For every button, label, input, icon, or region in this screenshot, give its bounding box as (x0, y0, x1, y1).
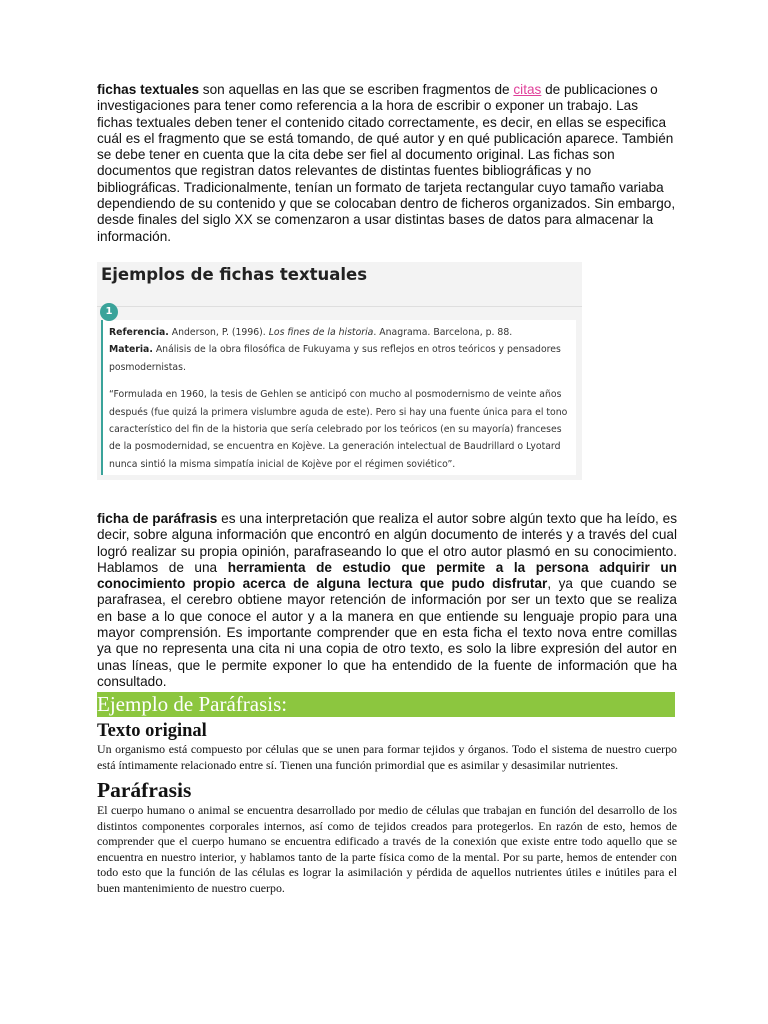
intro-text-2: de publicaciones o investigaciones para tener como referencia a la hora de escribir o exponer un trabajo. Las fichas textuales deben tener el contenido citado correctamente, es decir, en ellas se especifica cuál es el fragmento que se está tomando, de qué autor y en qué publicación aparece. También se debe tener en cuenta que la cita debe ser fiel al documento original. Las fichas son documentos que registran datos relevantes de distintas fuentes bibliográficas y no bibliográficas. Tradicionalmente, tenían un formato de tarjeta rectangular cuyo tamaño variaba dependiendo de su contenido y que se colocaban dentro de ficheros organizados. Sin embargo, desde finales del siglo XX se comenzaron a usar distintas bases de datos para almacenar la información. (97, 82, 676, 244)
reference-label: Referencia. (109, 326, 169, 338)
ficha-body (109, 324, 575, 473)
materia-text: Análisis de la obra filosófica de Fukuyama y sus reflejos en otros teóricos y pensadores posmodernistas. (109, 344, 561, 373)
ficha-quote: “Formulada en 1960, la tesis de Gehlen se anticipó con mucho al posmodernismo de veinte años después (fue quizá la primera vislumbre aguda de este). Pero si hay una fuente única para el tono característico del fin de la historia que sería celebrado por los teóricos (en su mayoría) franceses de la posmodernidad, se encuentra en Kojève. La generación intelectual de Baudrillard o Lyotard nunca sintió la misma simpatía inicial de Kojève por el régimen soviético”. (109, 389, 568, 470)
parafrasis-bold-text: herramienta de estudio que permite a la persona adquirir un conocimiento propio acerca de alguna lectura que pudo disfrutar (97, 559, 677, 592)
intro-text-1: son aquellas en las que se escriben fragmentos de (199, 82, 514, 97)
parafrasis-text-1: es una interpretación que realiza el autor sobre algún texto que ha leído, es decir, sobre alguna información que encontró en algún documento de interés y a través del cual logró realizar su propia opinión, parafraseando lo que el otro autor plasmó en su conocimiento. Hablamos de una (97, 510, 677, 575)
intro-term: fichas textuales (97, 82, 199, 97)
reference-text-2: . Anagrama. Barcelona, p. 88. (373, 326, 513, 338)
figure-divider (97, 306, 582, 307)
original-text-heading: Texto original (97, 721, 207, 742)
materia-label: Materia. (109, 344, 153, 356)
reference-book-title: Los fines de la historia (268, 326, 374, 338)
document-page (97, 82, 677, 896)
parafrasis-heading: Paráfrasis (97, 778, 192, 803)
parafrasis-term: ficha de paráfrasis (97, 510, 218, 526)
fichas-textuales-figure (97, 262, 582, 480)
parafrasis-text-2: , ya que cuando se parafrasea, el cerebro obtiene mayor retención de información por ser un texto que se realiza en base a lo que conoce el autor y a la manera en que entiende su lenguaje propio para una mayor comprensión. Es importante comprender que en esta ficha el texto nova entre comillas ya que no representa una cita ni una copia de otro texto, es solo la libre expresión del autor en unas líneas, que le permite exponer lo que ha entendido de la fuente de información que ha consultado. (97, 576, 677, 689)
reference-text-1: Anderson, P. (1996). (168, 326, 269, 338)
example-banner: Ejemplo de Paráfrasis: (97, 692, 675, 717)
parafrasis-paragraph (97, 511, 677, 690)
ficha-materia (109, 341, 575, 376)
parafrasis-example-paragraph: El cuerpo humano o animal se encuentra desarrollado por medio de células que trabajan en función del desarrollo de los distintos componentes corporales internos, así como de tejidos creados para protegerlos. En razón de esto, hemos de comprender que el cuerpo humano se encuentra edificado a través de la conexión que existe entre todo aquello que se encuentra en nuestro interior, y hablamos tanto de la parte física como de la mental. Por su parte, hemos de entender con todo esto que la función de las células es lograr la asimilación y pérdida de aquellos nutrientes útiles e inútiles para el buen mantenimiento de nuestro cuerpo. (97, 803, 677, 895)
original-text-paragraph: Un organismo está compuesto por células que se unen para formar tejidos y órganos. Todo el sistema de nuestro cuerpo está íntimamente relacionado entre sí. Tienen una función primordial que es asimilar y desasimilar nutrientes. (97, 742, 677, 772)
ficha-card (101, 320, 576, 475)
figure-title: Ejemplos de fichas textuales (101, 264, 368, 284)
ficha-reference (109, 324, 575, 341)
number-badge: 1 (100, 303, 118, 321)
citas-link[interactable]: citas (513, 82, 542, 97)
intro-paragraph (97, 82, 677, 245)
